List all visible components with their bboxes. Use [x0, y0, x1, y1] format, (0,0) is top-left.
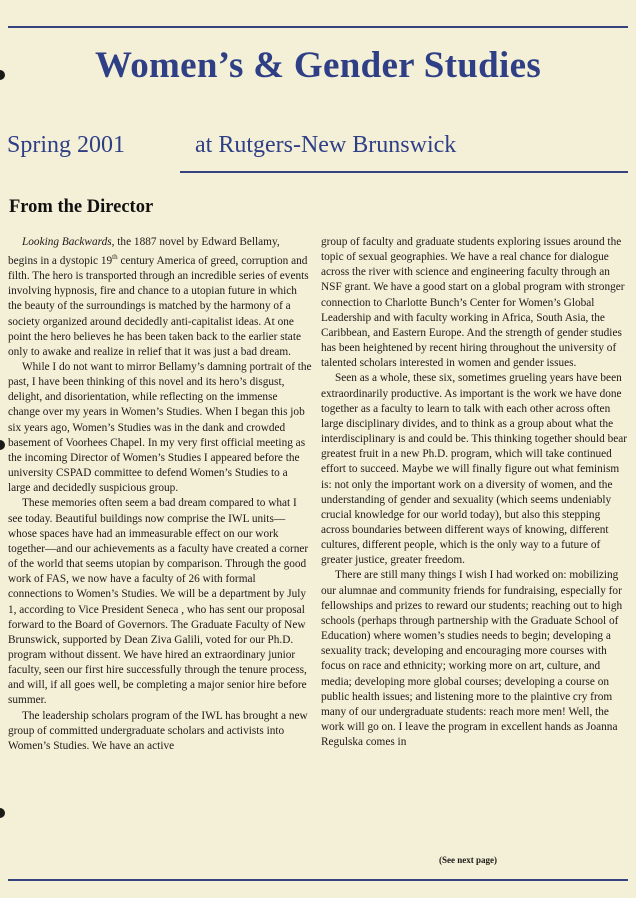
bottom-rule: [8, 879, 628, 881]
left-paragraph-1: Looking Backwards, the 1887 novel by Edward Bellamy, begins in a dystopic 19th century America of greed, corruption and filth. The hero is transported through an incredible series of events involving hypnosis, fire and chance to a utopian future in which the beauty of the surroundings is matched by the harmony of a society organized around decidedly anti-capitalist ideas. At one point the hero believes he has been taken back to the earlier state only to awake and realize in relief that it was just a bad dream.: [8, 236, 309, 358]
masthead-title: Women’s & Gender Studies: [94, 45, 542, 86]
right-column: [321, 235, 627, 750]
subline-rule: [180, 171, 628, 173]
continued-note: (See next page): [439, 855, 497, 865]
left-column: [8, 235, 312, 754]
right-paragraph-2: Seen as a whole, these six, sometimes grueling years have been extraordinarily productive. As important is the work we have done together as a faculty to learn to talk with each other across often large disciplinary divides, and to think as a group about what the interdisciplinary is and could be. This thinking together should bear greatest fruit in a new Ph.D. program, which will take continued effort to succeed. Maybe we will finally figure out what feminism is: not only the important work on a diversity of women, and the understanding of gender and sexuality (which seems undeniably crucial knowledge for our world today), but also this stepping across boundaries between different ways of knowing, different cultures, different people, which is the only way to a future of greater justice, greater freedom.: [321, 372, 628, 567]
left-paragraph-4: The leadership scholars program of the IWL has brought a new group of committed undergraduate scholars and activists into Women’s Studies. We have an active: [8, 709, 308, 752]
punch-hole-bottom: [0, 808, 5, 818]
issue-place: at Rutgers-New Brunswick: [195, 132, 457, 158]
article-heading: From the Director: [9, 197, 154, 217]
left-paragraph-2: While I do not want to mirror Bellamy’s damning portrait of the past, I have been thinking of this novel and its hero’s disgust, delight, and disorientation, while reflecting on the immense change over my years in Women’s Studies. When I began this job six years ago, Women’s Studies was in the dank and crowded basement of Voorhees Chapel. In my very first official meeting as the incoming Director of Women’s Studies I appeared before the university CSPAD committee to defend Women’s Studies to a large and decidedly suspicious group.: [8, 361, 312, 495]
left-paragraph-3: These memories often seem a bad dream compared to what I see today. Beautiful buildings now comprise the IWL units—whose spaces have had an immeasurable effect on our work together—and our achievements as a faculty have created a corner of the world that seems utopian by comparison. Through the good work of FAS, we now have a faculty of 26 with formal connections to Women’s Studies. We will be a department by July 1, according to Vice President Seneca , who has sent our proposal forward to the Board of Governors. The Graduate Faculty of New Brunswick, supported by Dean Ziva Galili, voted for our Ph.D. program without dissent. We have hired an extraordinary junior faculty, seen our first hire successfully through the tenure process, and will, if all goes well, be completing a major senior hire before summer.: [8, 497, 309, 707]
right-paragraph-3: There are still many things I wish I had worked on: mobilizing our alumnae and community friends for fundraising, especially for fellowships and prizes to reward our students; reaching out to high schools (perhaps through partnership with the Graduate School of Education) where women’s studies needs to begin; developing a sexuality track; developing and encouraging more courses with focus on race and ethnicity; working more on art, culture, and media; developing more global courses; developing a course on public health issues; and listening more to the plaintive cry from many of our undergraduate students: reach more men! Well, the work will go on. I leave the program in excellent hands as Joanna Regulska comes in: [321, 569, 623, 749]
punch-hole-middle: [0, 440, 5, 450]
issue-season: Spring 2001: [7, 132, 126, 158]
top-rule: [8, 26, 628, 28]
book-title: Looking Backwards: [22, 236, 112, 248]
right-paragraph-1: group of faculty and graduate students exploring issues around the topic of sexual geographies. We have a real chance for dialogue across the river with science and engineering faculty through an NSF grant. We have a good start on a global program with stronger connection to Charlotte Bunch’s Center for Women’s Global Leadership and with faculty working in Africa, South Asia, the Caribbean, and Eastern Europe. And the strength of gender studies has been heightened by recent hiring throughout the university of talented scholars interested in women and gender issues.: [321, 236, 625, 370]
